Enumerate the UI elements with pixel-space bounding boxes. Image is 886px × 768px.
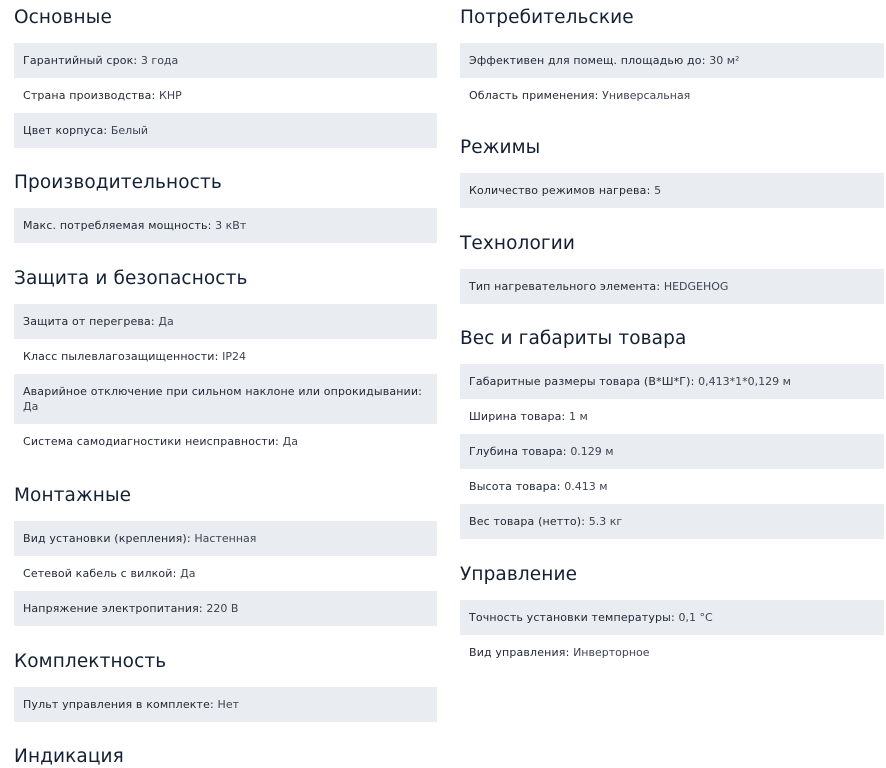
spec-value: 220 В [206, 602, 239, 615]
spec-label: Вид установки (крепления) [23, 532, 187, 545]
spec-label: Гарантийный срок [23, 54, 134, 67]
section-title: Комплектность [14, 651, 167, 672]
spec-value: 3 кВт [215, 219, 247, 232]
spec-value: Да [180, 567, 196, 580]
spec-row: Класс пылевлагозащищенности: IP24 [23, 350, 246, 363]
spec-value: 1 м [569, 410, 588, 423]
section-title: Потребительские [460, 7, 634, 28]
spec-row: Вес товара (нетто): 5.3 кг [460, 504, 884, 539]
spec-row: Вид управления: Инверторное [469, 646, 650, 659]
spec-value: Да [282, 435, 298, 448]
spec-label: Точность установки температуры [469, 611, 671, 624]
spec-value: 0.413 м [564, 480, 608, 493]
spec-label: Класс пылевлагозащищенности [23, 350, 215, 363]
spec-row: Высота товара: 0.413 м [469, 480, 608, 493]
spec-label: Вид управления [469, 646, 566, 659]
spec-value: Инверторное [573, 646, 650, 659]
spec-value: Нет [217, 698, 239, 711]
spec-value: 0,1 °C [678, 611, 713, 624]
spec-row: Глубина товара: 0.129 м [460, 434, 884, 469]
spec-row: Страна производства: КНР [23, 89, 182, 102]
spec-row: Тип нагревательного элемента: HEDGEHOG [460, 269, 884, 304]
spec-label: Тип нагревательного элемента [469, 280, 657, 293]
spec-value: 0,413*1*0,129 м [698, 375, 791, 388]
spec-value: 5.3 кг [588, 515, 623, 528]
spec-value: КНР [159, 89, 182, 102]
spec-label: Аварийное отключение при сильном наклоне или опрокидывании [23, 385, 419, 398]
spec-row: Цвет корпуса: Белый [14, 113, 437, 148]
spec-label: Цвет корпуса [23, 124, 104, 137]
spec-value: HEDGEHOG [663, 280, 729, 293]
spec-value: Универсальная [602, 89, 691, 102]
spec-label: Количество режимов нагрева [469, 184, 647, 197]
section-title: Режимы [460, 137, 541, 158]
spec-row: Система самодиагностики неисправности: Да [23, 435, 298, 448]
spec-label: Эффективен для помещ. площадью до [469, 54, 702, 67]
spec-row: Защита от перегрева: Да [14, 304, 437, 339]
spec-label: Защита от перегрева [23, 315, 151, 328]
spec-value: 5 [654, 184, 662, 197]
spec-label: Глубина товара [469, 445, 563, 458]
spec-label: Макс. потребляемая мощность [23, 219, 208, 232]
spec-label: Система самодиагностики неисправности [23, 435, 276, 448]
spec-label: Высота товара [469, 480, 557, 493]
spec-label: Сетевой кабель с вилкой [23, 567, 173, 580]
spec-label: Ширина товара [469, 410, 562, 423]
spec-value: IP24 [222, 350, 246, 363]
spec-label: Габаритные размеры товара (В*Ш*Г) [469, 375, 691, 388]
section-title: Защита и безопасность [14, 268, 248, 289]
spec-row: Напряжение электропитания: 220 В [14, 591, 437, 626]
spec-row: Количество режимов нагрева: 5 [460, 173, 884, 208]
spec-row: Ширина товара: 1 м [469, 410, 588, 423]
spec-label: Страна производства [23, 89, 152, 102]
section-title: Технологии [460, 233, 575, 254]
spec-row: Гарантийный срок: 3 года [14, 43, 437, 78]
spec-value: Настенная [194, 532, 257, 545]
spec-row: Макс. потребляемая мощность: 3 кВт [14, 208, 437, 243]
spec-value: 0.129 м [570, 445, 614, 458]
spec-value: 3 года [140, 54, 179, 67]
spec-row: Аварийное отключение при сильном наклоне или опрокидывании: Да [14, 374, 437, 424]
spec-row: Точность установки температуры: 0,1 °C [460, 600, 884, 635]
spec-row: Вид установки (крепления): Настенная [14, 521, 437, 556]
spec-value: Белый [110, 124, 149, 137]
section-title: Индикация [14, 746, 124, 767]
spec-row: Пульт управления в комплекте: Нет [14, 687, 437, 722]
section-title: Производительность [14, 172, 222, 193]
spec-row: Габаритные размеры товара (В*Ш*Г): 0,413*1*0,129 м [460, 364, 884, 399]
spec-row: Область применения: Универсальная [469, 89, 691, 102]
section-title: Основные [14, 7, 112, 28]
spec-value: Да [23, 400, 39, 413]
section-title: Монтажные [14, 485, 132, 506]
spec-label: Напряжение электропитания [23, 602, 199, 615]
spec-row: Эффективен для помещ. площадью до: 30 м² [460, 43, 884, 78]
spec-value: Да [158, 315, 174, 328]
spec-label: Область применения [469, 89, 595, 102]
spec-label: Пульт управления в комплекте [23, 698, 211, 711]
spec-value: 30 м² [709, 54, 740, 67]
spec-row: Сетевой кабель с вилкой: Да [23, 567, 196, 580]
spec-label: Вес товара (нетто) [469, 515, 582, 528]
section-title: Вес и габариты товара [460, 328, 687, 349]
section-title: Управление [460, 564, 578, 585]
